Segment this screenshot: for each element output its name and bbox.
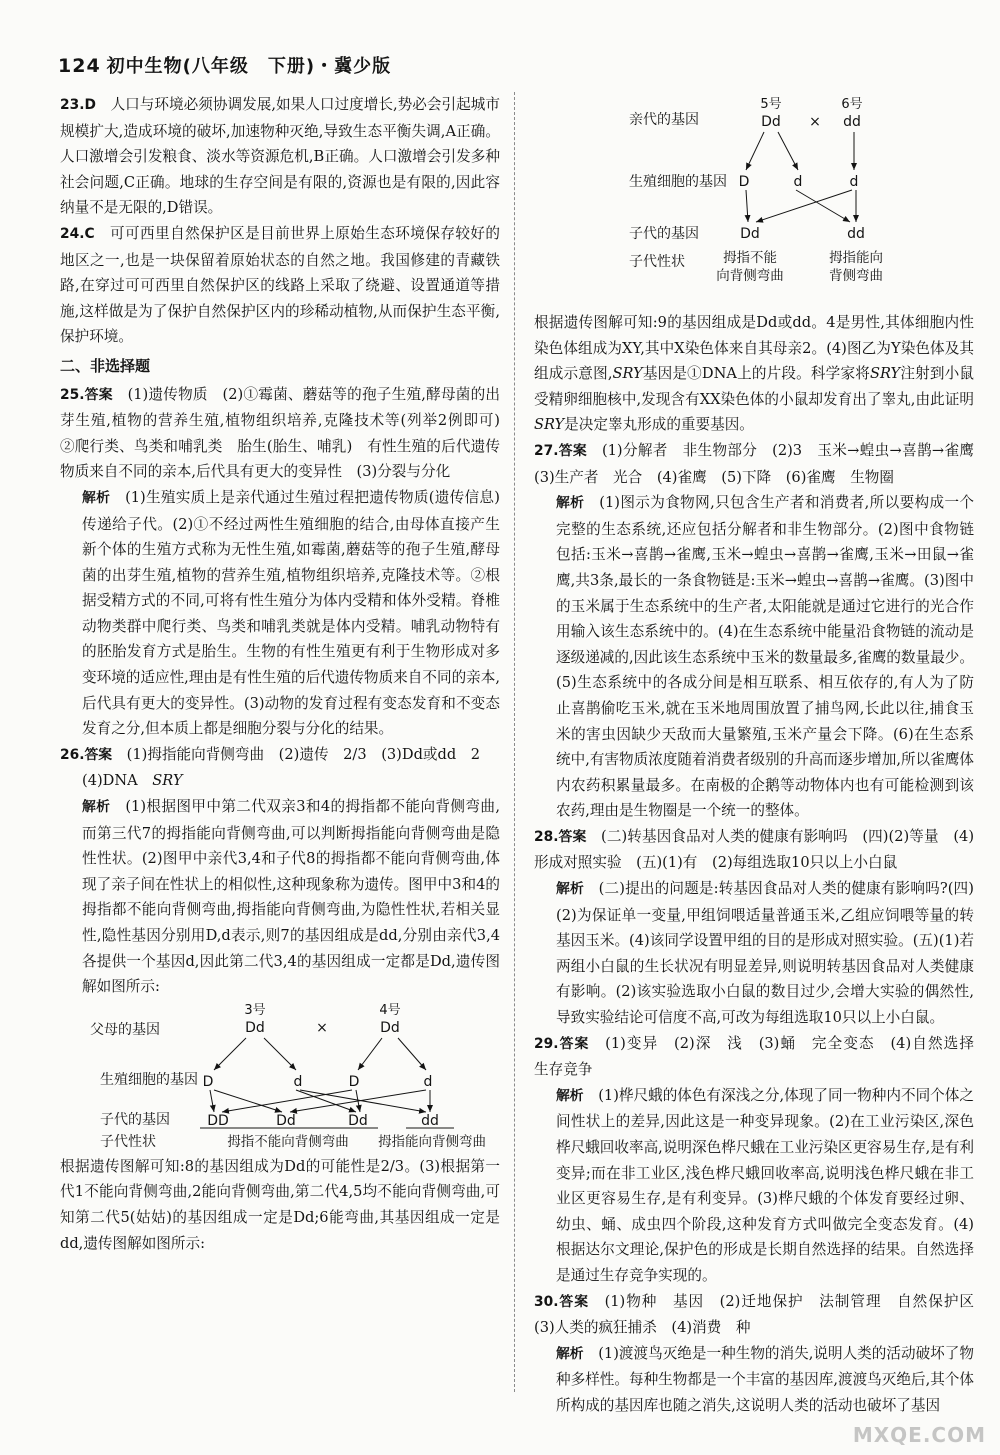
gamete-gene: d — [849, 174, 859, 190]
parent-label-6: 6号 — [841, 97, 863, 112]
section-heading: 二、非选择题 — [60, 356, 151, 375]
inheritance-diagram-1 — [60, 1002, 500, 1150]
q26-continued-b: 基因是①DNA上的片段。科学家将 — [642, 365, 870, 383]
sry-gene: SRY — [534, 416, 565, 434]
q25-answer — [60, 382, 515, 485]
right-column — [534, 94, 989, 1419]
q28-answer-text: (二)转基因食品对人类的健康有影响吗 (四)(2)等量 (4)形成对照实验 (五)(1)有 (2)每组选取10只以上小白鼠 — [534, 827, 975, 872]
analysis-label: 解析 — [82, 489, 111, 506]
answer-label: 答案 — [558, 442, 588, 459]
row-label-offspring-genes: 子代的基因 — [629, 226, 699, 242]
q23-text: 人口与环境必须协调发展,如果人口过度增长,势必会引起城市规模扩大,造成环境的破坏,加速物种灭绝,导致生态平衡失调,A正确。人口激增会引发粮食、淡水等资源危机,B正确。人口激增会引发多种社会问题,C正确。地球的生存空间是有限的,资源也是有限的,因此容纳量不是无限的,D错误。 — [60, 96, 500, 217]
q26-after: 根据遗传图解可知:8的基因组成为Dd的可能性是2/3。(3)根据第一代1不能向背侧弯曲,2能向背侧弯曲,第二代4,5均不能向背侧弯曲,可知第二代5(姑姑)的基因组成一定是Dd;6能弯曲,其基因组成一定是dd,遗传图解如图所示: — [60, 1157, 500, 1252]
answer-label: 答案 — [84, 746, 113, 763]
gamete-gene: D — [202, 1073, 214, 1090]
q30-answer-text: (1)物种 基因 (2)迁地保护 法制管理 自然保护区 (3)人类的疯狂捕杀 (4)消费 种 — [534, 1292, 989, 1337]
q25-analysis-text: (1)生殖实质上是亲代通过生殖过程把遗传物质(遗传信息)传递给子代。(2)①不经过两性生殖细胞的结合,由母体直接产生新个体的生殖方式称为无性生殖,如霉菌,蘑菇等的孢子生殖,酵母菌的出芽生殖,植物的营养生殖,植物组织培养,克隆技术等。②根据受精方式的不同,可将有性生殖分为体内受精和体外受精。脊椎动物类群中爬行类、鸟类和哺乳类就是体内受精。哺乳动物特有的胚胎发育方式是胎生。生物的有性生殖更有利于生物形成对多变环境的适应性,理由是有性生殖的后代遗传物质来自不同的亲本,后代具有更大的变异性。(3)动物的发育过程有变态发育和不变态发育之分,但本质上都是细胞分裂与分化的结果。 — [82, 488, 500, 738]
parent-label-3: 3号 — [244, 1002, 266, 1018]
gamete-gene: d — [293, 1073, 303, 1090]
q25-analysis — [60, 485, 500, 742]
trait-recessive: 拇指能向 — [829, 250, 883, 266]
q28-number: 28. — [534, 828, 559, 845]
parent-genotype-6: dd — [843, 114, 861, 130]
q23 — [60, 92, 500, 221]
gamete-gene: D — [738, 174, 750, 190]
q24 — [60, 221, 500, 350]
q28-analysis — [534, 876, 974, 1031]
q23-number: 23.D — [60, 97, 96, 113]
q26-continued-a: 根据遗传图解可知:9的基因组成是Dd或dd。4是男性,其体细胞内性染色体组成为XY,其中X染色体来自其母亲2。(4)图乙为Y染色体及其组成示意图, — [534, 314, 974, 383]
parent-genotype-4: Dd — [380, 1019, 400, 1036]
cross-sign: × — [316, 1019, 328, 1036]
q27-number: 27. — [534, 442, 559, 459]
q29-answer-text: (1)变异 (2)深 浅 (3)蛹 完全变态 (4)自然选择 生存竞争 — [534, 1034, 989, 1079]
answer-label: 答案 — [558, 1293, 589, 1310]
analysis-label: 解析 — [82, 799, 111, 816]
q30-answer — [534, 1289, 989, 1341]
offspring-genotype: DD — [207, 1112, 229, 1129]
parent-genotype-3: Dd — [245, 1019, 265, 1036]
offspring-genotype: dd — [421, 1112, 439, 1129]
sry-gene: SRY — [612, 365, 643, 383]
q29-answer — [534, 1031, 989, 1083]
q29-analysis — [534, 1083, 974, 1289]
gamete-gene: d — [793, 174, 803, 190]
page-header — [58, 52, 391, 78]
q25-number: 25. — [60, 386, 85, 403]
cross-sign: × — [809, 114, 821, 130]
answer-label: 答案 — [84, 386, 113, 403]
q27-answer-text: (1)分解者 非生物部分 (2)3 玉米→蝗虫→喜鹊→雀鹰 (3)生产者 光合 (4)雀鹰 (5)下降 (6)雀鹰 生物圈 — [534, 441, 989, 486]
q26-analysis — [60, 794, 500, 1000]
row-label-gamete-genes: 生殖细胞的基因 — [629, 174, 727, 190]
row-label-parent-genes: 父母的基因 — [90, 1021, 160, 1038]
row-label-parent-genes: 亲代的基因 — [629, 112, 699, 128]
row-label-offspring-genes: 子代的基因 — [100, 1111, 170, 1128]
row-label-offspring-traits: 子代性状 — [629, 254, 685, 270]
book-title: 初中生物(八年级 下册)・冀少版 — [106, 56, 392, 77]
offspring-genotype: Dd — [348, 1112, 368, 1129]
q30-number: 30. — [534, 1293, 559, 1310]
q26-continued-d: 是决定睾丸形成的重要基因。 — [564, 416, 754, 434]
q26-answer-text: (1)拇指能向背侧弯曲 (2)遗传 2/3 (3)Dd或dd 2 — [126, 745, 481, 763]
q24-text: 可可西里自然保护区是目前世界上原始生态环境保存较好的地区之一,也是一块保留着原始状态的自然之地。我国修建的青藏铁路,在穿过可可西里自然保护区的线路上采取了绕避、设置通道等措施,这样做是为了保护自然保护区内的珍稀动植物,从而保护生态平衡,保护环境。 — [60, 224, 500, 346]
sry-gene: SRY — [869, 365, 901, 383]
answer-label: 答案 — [558, 828, 587, 845]
q26-analysis-text: (1)根据图甲中第二代双亲3和4的拇指都不能向背侧弯曲,而第三代7的拇指能向背侧弯曲,可以判断拇指能向背侧弯曲是隐性性状。(2)图甲中亲代3,4和子代8的拇指都不能向背侧弯曲,体现了亲子间在性状上的相似性,这种现象称为遗传。图甲中3和4的拇指都不能向背侧弯曲,拇指能向背侧弯曲,为隐性性状,若相关显性,隐性基因分别用D,d表示,则7的基因组成是dd,分别由亲代3,4各提供一个基因d,因此第二代3,4的基因组成一定都是Dd,遗传图解如图所示: — [82, 798, 500, 996]
q29-analysis-text: (1)桦尺蛾的体色有深浅之分,体现了同一物种内不同个体之间性状上的差异,因此这是一种变异现象。(2)在工业污染区,深色桦尺蛾回收率高,说明深色桦尺蛾在工业污染区更容易生存,是有利变异;而在非工业区,浅色桦尺蛾回收率高,说明浅色桦尺蛾在非工业区更容易生存,是有利变异。(3)桦尺蛾的个体发育要经过卵、幼虫、蛹、成虫四个阶段,这种发育方式叫做完全变态发育。(4)根据达尔文理论,保护色的形成是长期自然选择的结果。自然选择是通过生存竞争实现的。 — [556, 1086, 974, 1284]
sry-gene: SRY — [152, 772, 183, 790]
gamete-gene: D — [348, 1073, 360, 1090]
left-column — [60, 92, 515, 1256]
analysis-label: 解析 — [556, 881, 584, 898]
q30-analysis-text: (1)渡渡鸟灭绝是一种生物的消失,说明人类的活动破坏了物种多样性。每种生物都是一个丰富的基因库,渡渡鸟灭绝后,其个体所构成的基因库也随之消失,这说明人类的活动也破坏了基因 — [556, 1344, 974, 1414]
q29-number: 29. — [534, 1035, 559, 1052]
offspring-genotype: Dd — [276, 1112, 296, 1129]
q28-analysis-text: (二)提出的问题是:转基因食品对人类的健康有影响吗?(四)(2)为保证单一变量,甲组饲喂适量普通玉米,乙组应饲喂等量的转基因玉米。(4)该同学设置甲组的目的是形成对照实验。(五)(1)若两组小白鼠的生长状况有明显差异,则说明转基因食品对人类健康有影响。(2)该实验选取小白鼠的数目过少,会增大实验的偶然性,导致实验结论可信度不高,可改为每组选取10只以上小白鼠。 — [556, 880, 974, 1027]
offspring-genotype: dd — [847, 226, 865, 242]
parent-label-4: 4号 — [379, 1002, 401, 1018]
analysis-label: 解析 — [556, 1345, 584, 1362]
q27-analysis-text: (1)图示为食物网,只包含生产者和消费者,所以要构成一个完整的生态系统,还应包括分解者和非生物部分。(2)图中食物链包括:玉米→喜鹊→雀鹰,玉米→蝗虫→喜鹊→雀鹰,玉米→田鼠→雀鹰,共3条,最长的一条食物链是:玉米→蝗虫→喜鹊→雀鹰。(3)图中的玉米属于生态系统中的生产者,太阳能就是通过它进行的光合作用输入该生态系统中的。(4)在生态系统中能量沿食物链的流动是逐级递减的,因此该生态系统中玉米的数量最多,雀鹰的数量最少。(5)生态系统中的各成分间是相互联系、相互依存的,有人为了防止喜鹊偷吃玉米,就在玉米地周围放置了捕鸟网,长此以往,捕食玉米的害虫因缺少天敌而大量繁殖,玉米产量会下降。(6)在生态系统中,有害物质浓度随着消费者级别的升高而逐步增加,所以雀鹰体内农药积累量最多。在南极的企鹅等动物体内也有可能检测到该农药,理由是生物圈是一个统一的整体。 — [556, 494, 975, 820]
answer-label: 答案 — [558, 1035, 590, 1052]
q25-answer-text: (1)遗传物质 (2)①霉菌、蘑菇等的孢子生殖,酵母菌的出芽生殖,植物的营养生殖,植物组织培养,克隆技术等(列举2例即可) ②爬行类、鸟类和哺乳类 胎生(胎生、哺乳) 有性生殖的后代遗传物质来自不同的亲本,后代具有更大的变异性 (3)分裂与分化 — [60, 385, 515, 481]
q26-answer-part: (4)DNA — [82, 772, 153, 790]
row-label-gamete-genes: 生殖细胞的基因 — [100, 1071, 198, 1088]
gamete-gene: d — [423, 1073, 433, 1090]
trait-dominant-2: 向背侧弯曲 — [716, 268, 784, 284]
offspring-genotype: Dd — [740, 226, 760, 242]
q26-answer — [60, 742, 500, 769]
q26-answer-line2 — [60, 768, 500, 794]
inheritance-diagram-2 — [534, 94, 974, 308]
q27-analysis — [534, 490, 974, 824]
q27-answer — [534, 438, 989, 490]
trait-dominant: 拇指不能 — [723, 250, 777, 266]
analysis-label: 解析 — [556, 1087, 584, 1104]
column-divider — [514, 92, 515, 1392]
trait-dominant: 拇指不能向背侧弯曲 — [227, 1133, 349, 1150]
row-label-offspring-traits: 子代性状 — [100, 1133, 156, 1150]
q28-answer — [534, 824, 974, 876]
watermark: MXQE.COM — [852, 1423, 986, 1447]
trait-recessive: 拇指能向背侧弯曲 — [378, 1133, 486, 1150]
analysis-label: 解析 — [556, 495, 585, 512]
q24-number: 24.C — [60, 225, 95, 242]
parent-genotype-5: Dd — [761, 114, 781, 130]
q26-number: 26. — [60, 746, 85, 763]
q30-analysis — [534, 1341, 974, 1419]
page-number: 124 — [58, 55, 101, 77]
q26-continued-c: 注射到小鼠受精卵细胞核中,发现含有XX染色体的小鼠却发育出了睾丸,由此证明 — [534, 365, 974, 408]
trait-recessive-2: 背侧弯曲 — [829, 268, 883, 284]
parent-label-5: 5号 — [760, 97, 782, 112]
q26-continued — [534, 310, 974, 438]
